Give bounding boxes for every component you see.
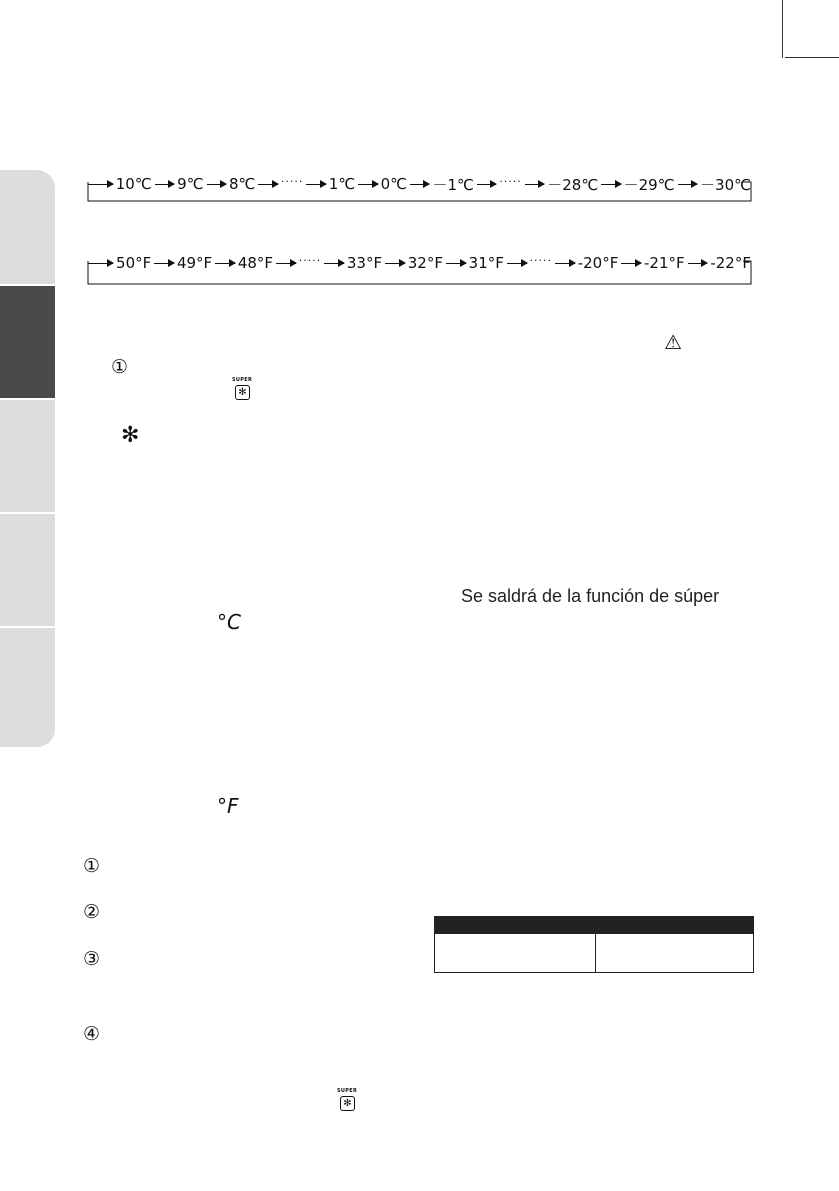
circled-number-3-icon: ③	[83, 948, 101, 970]
arrow-icon	[215, 263, 235, 264]
arrow-icon	[601, 184, 620, 185]
fahrenheit-item: 33°F	[346, 254, 383, 272]
celsius-display-icon: °C	[217, 610, 241, 634]
side-tab-4[interactable]	[0, 514, 55, 628]
fahrenheit-item: 48°F	[237, 254, 274, 272]
circled-number-2-icon: ②	[83, 901, 101, 923]
fahrenheit-item: 32°F	[407, 254, 443, 272]
celsius-item: 8℃	[229, 175, 256, 193]
table-cell	[596, 934, 754, 973]
ellipsis: ·····	[280, 174, 304, 188]
arrow-icon	[207, 184, 226, 185]
celsius-item: 9℃	[177, 175, 204, 193]
table-cell	[435, 934, 596, 973]
arrow-icon	[446, 263, 466, 264]
arrow-icon	[410, 184, 429, 185]
side-tab-1[interactable]	[0, 170, 55, 286]
super-key-icon	[337, 1088, 357, 1112]
super-label: SUPER	[337, 1088, 358, 1094]
warning-icon: ⚠	[664, 330, 682, 354]
side-tab-2-active[interactable]	[0, 286, 55, 400]
arrow-icon	[678, 184, 697, 185]
side-tab-3[interactable]	[0, 400, 55, 514]
arrow-icon	[507, 263, 527, 264]
celsius-item: 10℃	[115, 175, 152, 193]
arrow-icon	[258, 184, 277, 185]
arrow-icon	[358, 184, 377, 185]
ellipsis: ·····	[499, 174, 522, 188]
ellipsis: ·····	[298, 253, 322, 267]
celsius-item: 0℃	[380, 175, 408, 193]
arrow-icon	[324, 263, 344, 264]
arrow-icon	[688, 263, 708, 264]
arrow-icon	[276, 263, 296, 264]
arrow-icon	[88, 263, 113, 264]
celsius-item: －29℃	[623, 175, 675, 194]
celsius-item: －1℃	[432, 175, 474, 194]
arrow-icon	[155, 184, 174, 185]
arrow-icon	[621, 263, 641, 264]
arrow-icon	[555, 263, 575, 264]
celsius-item: －28℃	[547, 175, 599, 194]
circled-number-1-icon: ①	[111, 356, 129, 378]
arrow-icon	[88, 184, 113, 185]
circled-number-1-icon: ①	[83, 855, 101, 877]
fahrenheit-item: 31°F	[468, 254, 504, 272]
arrow-icon	[154, 263, 174, 264]
table-row	[435, 934, 754, 973]
super-key-symbol: ✻	[340, 1096, 355, 1111]
table-header-cell	[596, 917, 754, 934]
super-key-icon	[232, 377, 252, 401]
super-function-exit-text: Se saldrá de la función de súper	[461, 586, 720, 606]
side-tab-5[interactable]	[0, 628, 55, 747]
fahrenheit-sequence	[88, 253, 751, 279]
ellipsis: ·····	[529, 253, 553, 267]
fahrenheit-display-icon: °F	[217, 794, 239, 818]
super-label: SUPER	[232, 377, 253, 383]
arrow-icon	[306, 184, 325, 185]
fahrenheit-items	[88, 253, 751, 273]
circled-number-4-icon: ④	[83, 1023, 101, 1045]
celsius-sequence	[88, 174, 751, 200]
settings-table	[434, 916, 754, 973]
fahrenheit-item: -20°F	[577, 254, 619, 272]
celsius-item: 1℃	[328, 175, 356, 193]
table-header-cell	[435, 917, 596, 934]
snowflake-icon: ✻	[121, 423, 140, 448]
arrow-icon	[385, 263, 405, 264]
celsius-item: －30℃	[700, 175, 751, 194]
super-key-symbol: ✻	[235, 385, 250, 400]
celsius-items	[88, 174, 751, 194]
crop-mark-top	[782, 0, 783, 58]
crop-mark-right	[785, 57, 839, 58]
arrow-icon	[477, 184, 496, 185]
side-tabs	[0, 170, 55, 747]
table-header-row	[435, 917, 754, 934]
fahrenheit-item: -21°F	[644, 254, 685, 272]
fahrenheit-item: 49°F	[176, 254, 213, 272]
fahrenheit-item: -22°F	[710, 254, 751, 272]
arrow-icon	[525, 184, 544, 185]
fahrenheit-item: 50°F	[116, 254, 152, 272]
